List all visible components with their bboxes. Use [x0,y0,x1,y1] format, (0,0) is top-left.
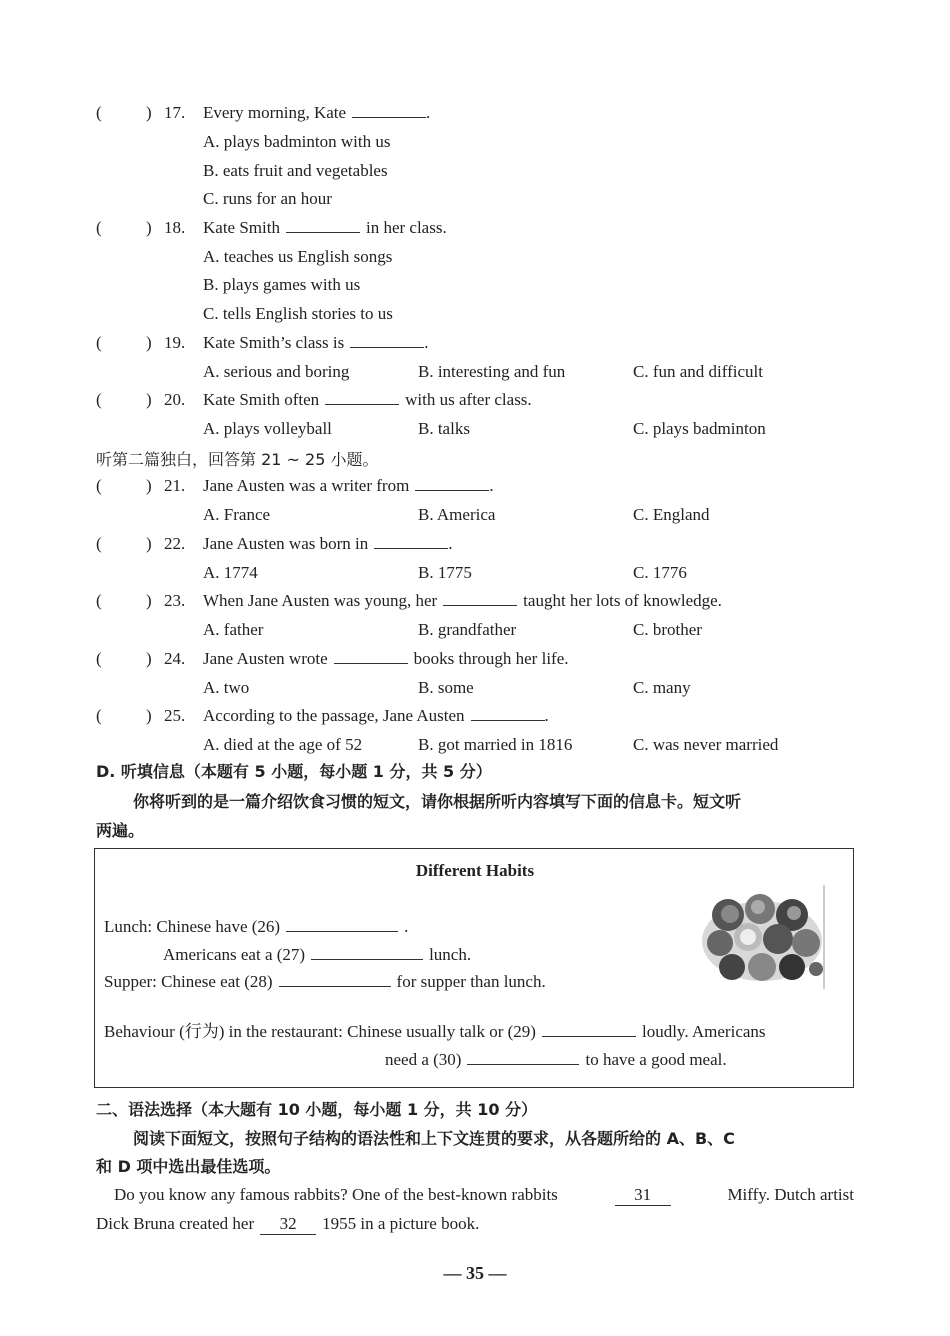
answer-bracket-open[interactable]: ( [96,533,102,553]
question-number: 25. [164,706,186,726]
answer-blank [352,103,426,118]
option-b[interactable]: B. talks [418,419,470,439]
answer-bracket-close: ) [146,476,152,495]
answer-bracket-close: ) [146,591,152,611]
answer-bracket-close: ) [146,533,152,553]
question-number: 18. [164,217,186,237]
question-stem: Jane Austen was a writer from . [203,476,494,495]
question-number: 24. [164,648,186,668]
option-b[interactable]: B. grandfather [418,620,517,640]
question-stem: Kate Smith in her class. [203,217,447,237]
answer-bracket-open[interactable]: ( [96,648,102,668]
option-a[interactable]: A. 1774 [203,562,258,582]
section-intro: 听第二篇独白，回答第 21 ~ 25 小题。 [96,450,379,469]
card-title: Different Habits [415,861,535,880]
answer-blank [443,591,517,606]
option-a[interactable]: A. plays badminton with us [203,132,391,151]
question-number: 23. [164,591,186,611]
question-number: 19. [164,332,186,352]
passage-line-2: Dick Bruna created her 32 1955 in a picture book. [96,1214,480,1233]
blank-28[interactable] [279,972,391,987]
question-stem: According to the passage, Jane Austen . [203,706,549,726]
option-c[interactable]: C. fun and difficult [633,361,763,381]
card-americans: Americans eat a (27) lunch. [163,945,472,964]
option-b[interactable]: B. 1775 [418,562,472,582]
option-a[interactable]: A. plays volleyball [203,419,332,439]
answer-blank [325,390,399,405]
option-c[interactable]: C. tells English stories to us [203,304,393,323]
card-lunch: Lunch: Chinese have (26) . [104,917,409,936]
answer-bracket-close: ) [146,390,152,410]
blank-27[interactable] [311,945,423,960]
card-supper: Supper: Chinese eat (28) for supper than lunch. [104,972,546,991]
passage-line-1: Do you know any famous rabbits? One of the best-known rabbits 31 Miffy. Dutch artist [114,1185,854,1204]
question-number: 21. [164,476,186,495]
option-c[interactable]: C. plays badminton [633,419,766,439]
answer-bracket-open[interactable]: ( [96,217,102,237]
answer-bracket-close: ) [146,103,152,122]
answer-bracket-close: ) [146,706,152,726]
card-behaviour-cont: need a (30) to have a good meal. [385,1050,727,1069]
answer-blank [334,649,408,664]
option-c[interactable]: C. many [633,677,691,697]
option-b[interactable]: B. some [418,677,474,697]
option-a[interactable]: A. teaches us English songs [203,246,393,266]
answer-blank [374,534,448,549]
food-illustration [698,885,826,989]
question-stem: When Jane Austen was young, her taught her lots of knowledge. [203,591,722,611]
question-stem: Every morning, Kate . [203,103,431,122]
question-number: 17. [164,103,186,122]
blank-32[interactable]: 32 [260,1214,316,1235]
page-number: — 35 — [443,1263,507,1283]
option-a[interactable]: A. died at the age of 52 [203,735,363,755]
option-a[interactable]: A. two [203,677,250,697]
option-c[interactable]: C. runs for an hour [203,189,332,209]
answer-bracket-open[interactable]: ( [96,476,102,495]
answer-bracket-open[interactable]: ( [96,332,102,352]
section-2-instruction-cont: 和 D 项中选出最佳选项。 [96,1157,281,1176]
option-a[interactable]: A. France [203,505,271,524]
option-b[interactable]: B. eats fruit and vegetables [203,160,388,180]
option-a[interactable]: A. serious and boring [203,361,350,381]
question-number: 20. [164,390,186,410]
option-c[interactable]: C. brother [633,620,702,640]
question-stem: Kate Smith’s class is . [203,332,429,352]
answer-blank [286,218,360,233]
answer-bracket-open[interactable]: ( [96,591,102,611]
answer-blank [415,476,489,491]
answer-bracket-close: ) [146,332,152,352]
answer-bracket-close: ) [146,217,152,237]
card-behaviour: Behaviour (行为) in the restaurant: Chinese usually talk or (29) loudly. Americans [104,1022,766,1041]
option-c[interactable]: C. England [633,505,710,524]
answer-blank [471,706,545,721]
section-d-instruction-cont: 两遍。 [96,821,145,840]
section-2-heading: 二、语法选择（本大题有 10 小题，每小题 1 分，共 10 分） [96,1100,538,1119]
answer-bracket-open[interactable]: ( [96,103,102,122]
question-number: 22. [164,533,186,553]
option-b[interactable]: B. America [418,505,496,524]
option-c[interactable]: C. was never married [633,735,779,755]
blank-31[interactable]: 31 [615,1185,671,1206]
option-b[interactable]: B. interesting and fun [418,361,566,381]
answer-bracket-close: ) [146,648,152,668]
section-d-heading: D. 听填信息（本题有 5 小题，每小题 1 分，共 5 分） [96,762,492,781]
answer-bracket-open[interactable]: ( [96,390,102,410]
question-stem: Kate Smith often with us after class. [203,390,532,410]
blank-30[interactable] [467,1050,579,1065]
section-d-instruction: 你将听到的是一篇介绍饮食习惯的短文，请你根据所听内容填写下面的信息卡。短文听 [133,792,742,811]
option-b[interactable]: B. plays games with us [203,275,361,295]
blank-26[interactable] [286,917,398,932]
question-stem: Jane Austen wrote books through her life. [203,648,569,668]
option-c[interactable]: C. 1776 [633,562,687,582]
option-b[interactable]: B. got married in 1816 [418,735,573,755]
option-a[interactable]: A. father [203,620,264,640]
question-stem: Jane Austen was born in . [203,533,453,553]
answer-blank [350,333,424,348]
blank-29[interactable] [542,1022,636,1037]
answer-bracket-open[interactable]: ( [96,706,102,726]
section-2-instruction: 阅读下面短文，按照句子结构的语法性和上下文连贯的要求，从各题所给的 A、B、C [133,1129,735,1148]
